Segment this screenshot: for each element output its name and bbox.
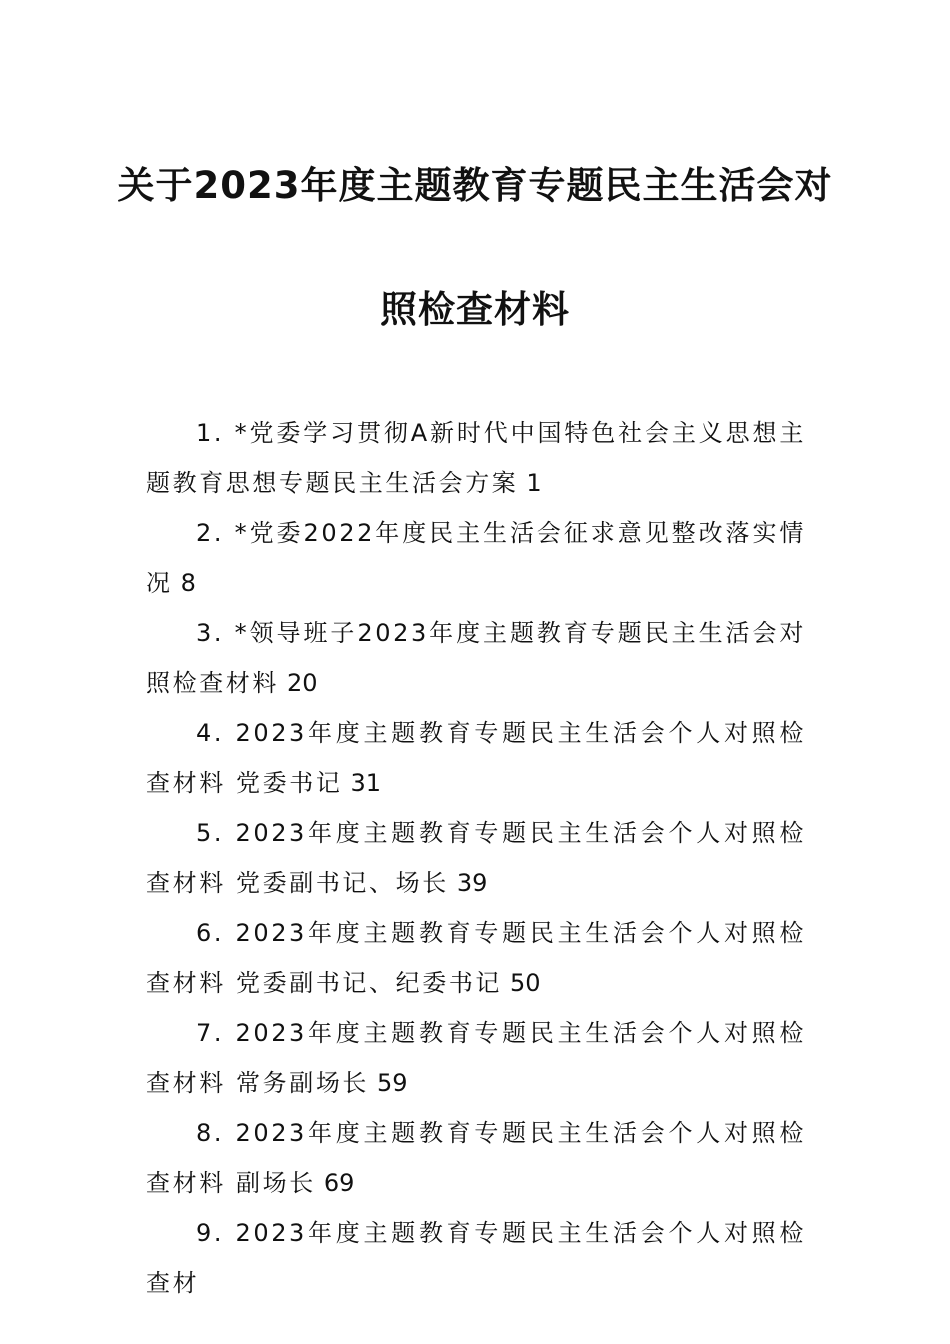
toc-entry-page: 50 <box>510 969 541 997</box>
toc-entry-text: 4. 2023年度主题教育专题民主生活会个人对照检查材料 党委书记 <box>146 719 806 797</box>
document-title-line-2: 照检查材料 <box>380 288 570 331</box>
toc-entry-text: 5. 2023年度主题教育专题民主生活会个人对照检查材料 党委副书记、场长 <box>146 819 806 897</box>
toc-entry <box>146 1108 806 1208</box>
toc-entry <box>146 1208 806 1308</box>
toc-entry-page: 39 <box>456 869 488 897</box>
toc-entry-page: 69 <box>323 1169 355 1197</box>
toc-entry <box>146 808 806 908</box>
toc-entry-text: 8. 2023年度主题教育专题民主生活会个人对照检查材料 副场长 <box>146 1119 806 1197</box>
toc-entry <box>146 1008 806 1108</box>
toc-entry-page: 8 <box>180 569 196 597</box>
toc-entry-text: 2. *党委2022年度民主生活会征求意见整改落实情况 <box>146 519 806 597</box>
toc-entry-page: 31 <box>350 769 381 797</box>
toc-entry-page: 59 <box>377 1069 408 1097</box>
toc-entry-text: 1. *党委学习贯彻A新时代中国特色社会主义思想主题教育思想专题民主生活会方案 <box>146 419 806 497</box>
toc-entry <box>146 908 806 1008</box>
toc-entry-text: 6. 2023年度主题教育专题民主生活会个人对照检查材料 党委副书记、纪委书记 <box>146 919 806 997</box>
toc-entry-text: 7. 2023年度主题教育专题民主生活会个人对照检查材料 常务副场长 <box>146 1019 806 1097</box>
document-title-line-1: 关于2023年度主题教育专题民主生活会对 <box>117 164 833 207</box>
toc-entry-page: 20 <box>287 669 318 697</box>
toc-entry-text: 3. *领导班子2023年度主题教育专题民主生活会对照检查材料 <box>146 619 806 697</box>
toc-entry <box>146 508 806 608</box>
toc-entry <box>146 608 806 708</box>
toc-entry <box>146 408 806 508</box>
toc-entry-text: 9. 2023年度主题教育专题民主生活会个人对照检查材 <box>146 1219 806 1297</box>
toc-entry-page: 1 <box>526 469 542 497</box>
table-of-contents <box>146 408 806 1308</box>
toc-entry <box>146 708 806 808</box>
